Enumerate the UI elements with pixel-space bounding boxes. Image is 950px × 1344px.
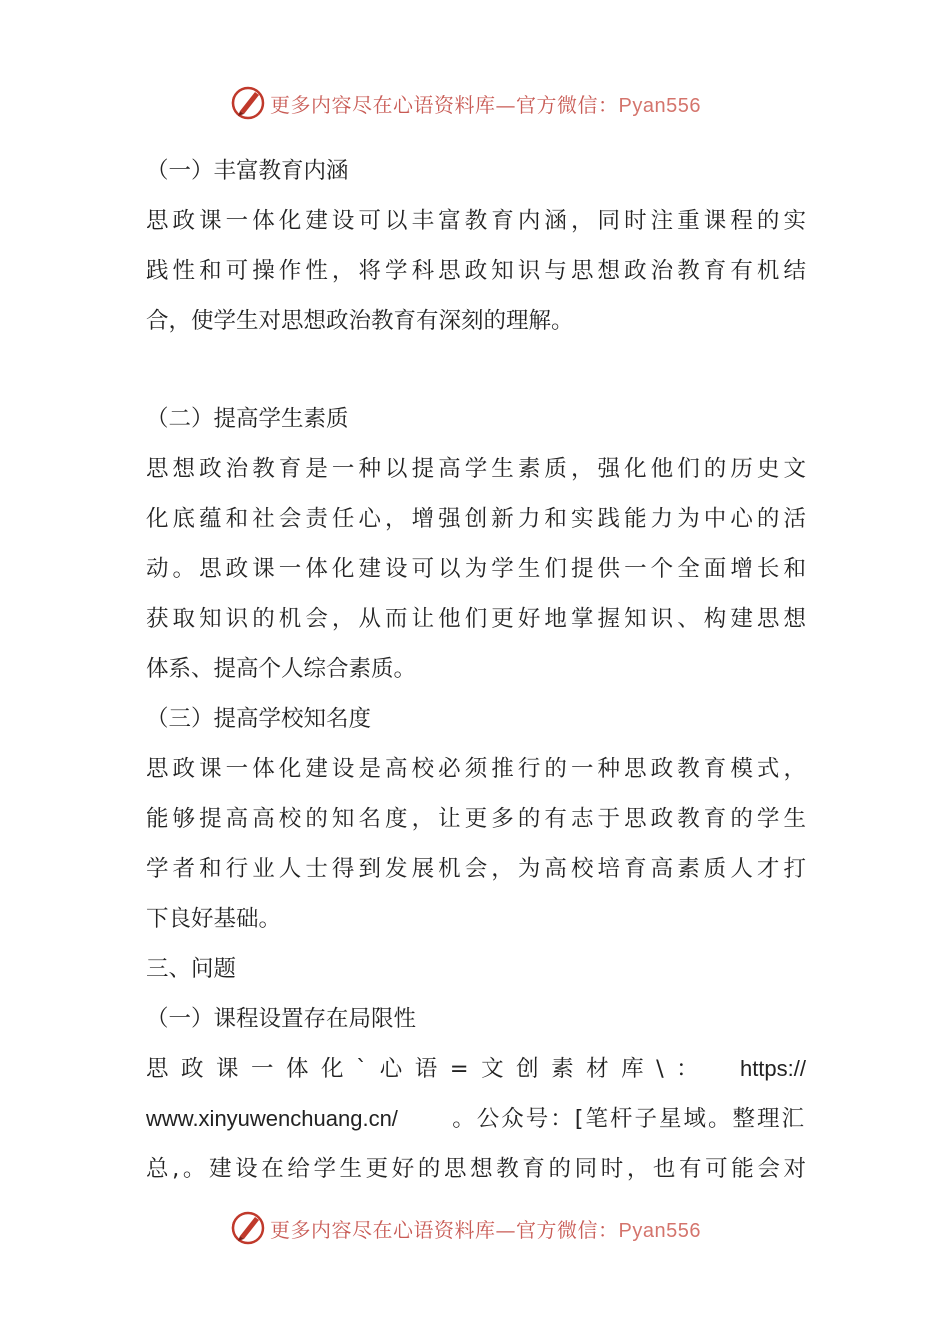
paragraph-text: 思政课一体化`心语=文创素材库\： — [146, 1056, 712, 1082]
paragraph-line — [146, 1094, 806, 1144]
paragraph-gap — [146, 346, 806, 394]
url-text: www.xinyuwenchuang.cn/ — [146, 1106, 398, 1131]
header-banner — [228, 83, 701, 123]
header-banner-text: 更多内容尽在心语资料库—官方微信：Pyan556 — [270, 92, 701, 117]
footer-banner-text: 更多内容尽在心语资料库—官方微信：Pyan556 — [270, 1217, 701, 1242]
header-wechat-id: Pyan556 — [618, 94, 701, 117]
paragraph-line: 能够提高高校的知名度，让更多的有志于思政教育的学生 — [146, 806, 806, 832]
section-heading: （二）提高学生素质 — [146, 406, 349, 432]
url-text: https:// — [739, 1056, 806, 1081]
paragraph-line: 下良好基础。 — [146, 906, 282, 932]
pen-logo-icon — [228, 83, 268, 123]
paragraph-line: 体系、提高个人综合素质。 — [146, 656, 417, 682]
paragraph-line: 合，使学生对思想政治教育有深刻的理解。 — [146, 308, 574, 334]
part-heading: 三、问题 — [146, 956, 237, 982]
pen-logo-icon — [228, 1208, 268, 1248]
paragraph-line: 总,。建设在给学生更好的思想教育的同时，也有可能会对 — [146, 1156, 806, 1182]
paragraph-line: 践性和可操作性，将学科思政知识与思想政治教育有机结 — [146, 258, 806, 284]
paragraph-line — [146, 1044, 806, 1094]
paragraph-line: 化底蕴和社会责任心，增强创新力和实践能力为中心的活 — [146, 506, 806, 532]
section-heading: （三）提高学校知名度 — [146, 706, 372, 732]
footer-wechat-id: Pyan556 — [618, 1219, 701, 1242]
paragraph-text: 。公众号：[笔杆子星域。整理汇 — [452, 1106, 806, 1132]
paragraph-line: 动。思政课一体化建设可以为学生们提供一个全面增长和 — [146, 556, 806, 582]
section-heading: （一）课程设置存在局限性 — [146, 1006, 417, 1032]
paragraph-line: 思政课一体化建设是高校必须推行的一种思政教育模式， — [146, 756, 806, 782]
paragraph-line: 学者和行业人士得到发展机会，为高校培育高素质人才打 — [146, 856, 806, 882]
document-body — [146, 146, 806, 1194]
paragraph-line: 获取知识的机会，从而让他们更好地掌握知识、构建思想 — [146, 606, 806, 632]
paragraph-line: 思想政治教育是一种以提高学生素质，强化他们的历史文 — [146, 456, 806, 482]
section-heading: （一）丰富教育内涵 — [146, 158, 349, 184]
footer-banner — [228, 1208, 701, 1248]
paragraph-line: 思政课一体化建设可以丰富教育内涵，同时注重课程的实 — [146, 208, 806, 234]
